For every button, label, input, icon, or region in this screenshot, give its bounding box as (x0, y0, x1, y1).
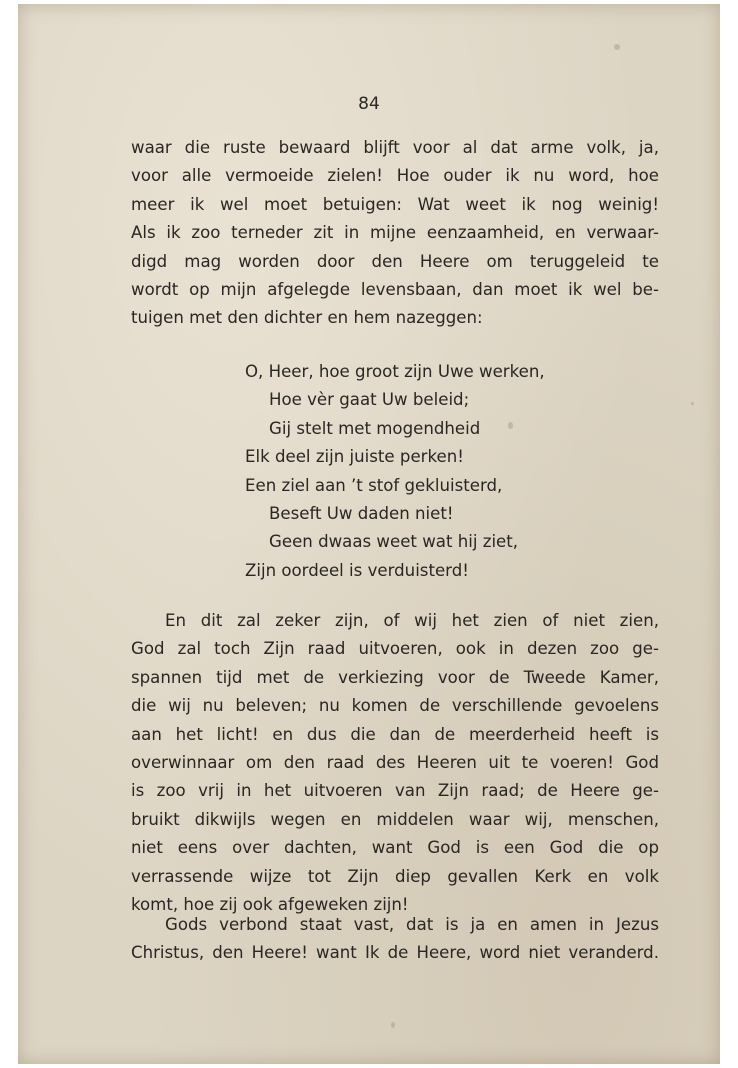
book-page (18, 4, 720, 1064)
text-line: digd mag worden door den Heere om teruggeleid te (131, 251, 659, 271)
poem-line: Een ziel aan ’t stof gekluisterd, (245, 475, 503, 495)
text-line: niet eens over dachten, want God is een God die op (131, 838, 659, 858)
text-line: overwinnaar om den raad des Heeren uit te voeren! God (131, 752, 659, 772)
paper-speck (391, 1022, 395, 1028)
text-line: aan het licht! en dus die dan de meerderheid heeft is (131, 724, 659, 744)
poem-line: Geen dwaas weet wat hij ziet, (269, 532, 519, 552)
paper-speck (614, 44, 620, 50)
text-line: komt, hoe zij ook afgeweken zijn! (131, 894, 409, 914)
poem-line: Gij stelt met mogendheid (269, 418, 481, 438)
poem-line: Elk deel zijn juiste perken! (245, 447, 464, 467)
text-line: Christus, den Heere! want Ik de Heere, word niet veranderd. (131, 943, 659, 963)
text-line: Als ik zoo terneder zit in mijne eenzaamheid, en verwaar- (131, 223, 659, 243)
text-line: God zal toch Zijn raad uitvoeren, ook in dezen zoo ge- (131, 639, 659, 659)
text-line: Gods verbond staat vast, dat is ja en amen in Jezus (165, 915, 659, 934)
poem-line: Hoe vèr gaat Uw beleid; (269, 390, 470, 410)
text-line: is zoo vrij in het uitvoeren van Zijn raad; de Heere ge- (131, 781, 659, 801)
text-line: die wij nu beleven; nu komen de verschillende gevoelens (131, 696, 659, 716)
text-line: spannen tijd met de verkiezing voor de Tweede Kamer, (131, 667, 659, 687)
poem-line: Beseft Uw daden niet! (269, 503, 454, 523)
paper-speck (508, 422, 513, 429)
text-line: bruikt dikwijls wegen en middelen waar wij, menschen, (131, 809, 659, 829)
paragraph-3 (131, 911, 659, 968)
text-line: wordt op mijn afgelegde levensbaan, dan moet ik wel be- (131, 279, 659, 299)
text-line: waar die ruste bewaard blijft voor al dat arme volk, ja, (131, 138, 659, 157)
poem (245, 358, 545, 585)
text-line: En dit zal zeker zijn, of wij het zien of niet zien, (165, 611, 659, 630)
poem-line: O, Heer, hoe groot zijn Uwe werken, (245, 362, 545, 381)
page-number: 84 (358, 94, 380, 114)
paragraph-1 (131, 134, 659, 333)
paper-speck (691, 402, 694, 405)
poem-line: Zijn oordeel is verduisterd! (245, 560, 469, 580)
text-line: tuigen met den dichter en hem nazeggen: (131, 308, 483, 328)
text-line: meer ik wel moet betuigen: Wat weet ik nog weinig! (131, 194, 659, 214)
text-line: verrassende wijze tot Zijn diep gevallen Kerk en volk (131, 866, 659, 886)
paragraph-2 (131, 607, 659, 919)
text-line: voor alle vermoeide zielen! Hoe ouder ik nu word, hoe (131, 166, 659, 186)
